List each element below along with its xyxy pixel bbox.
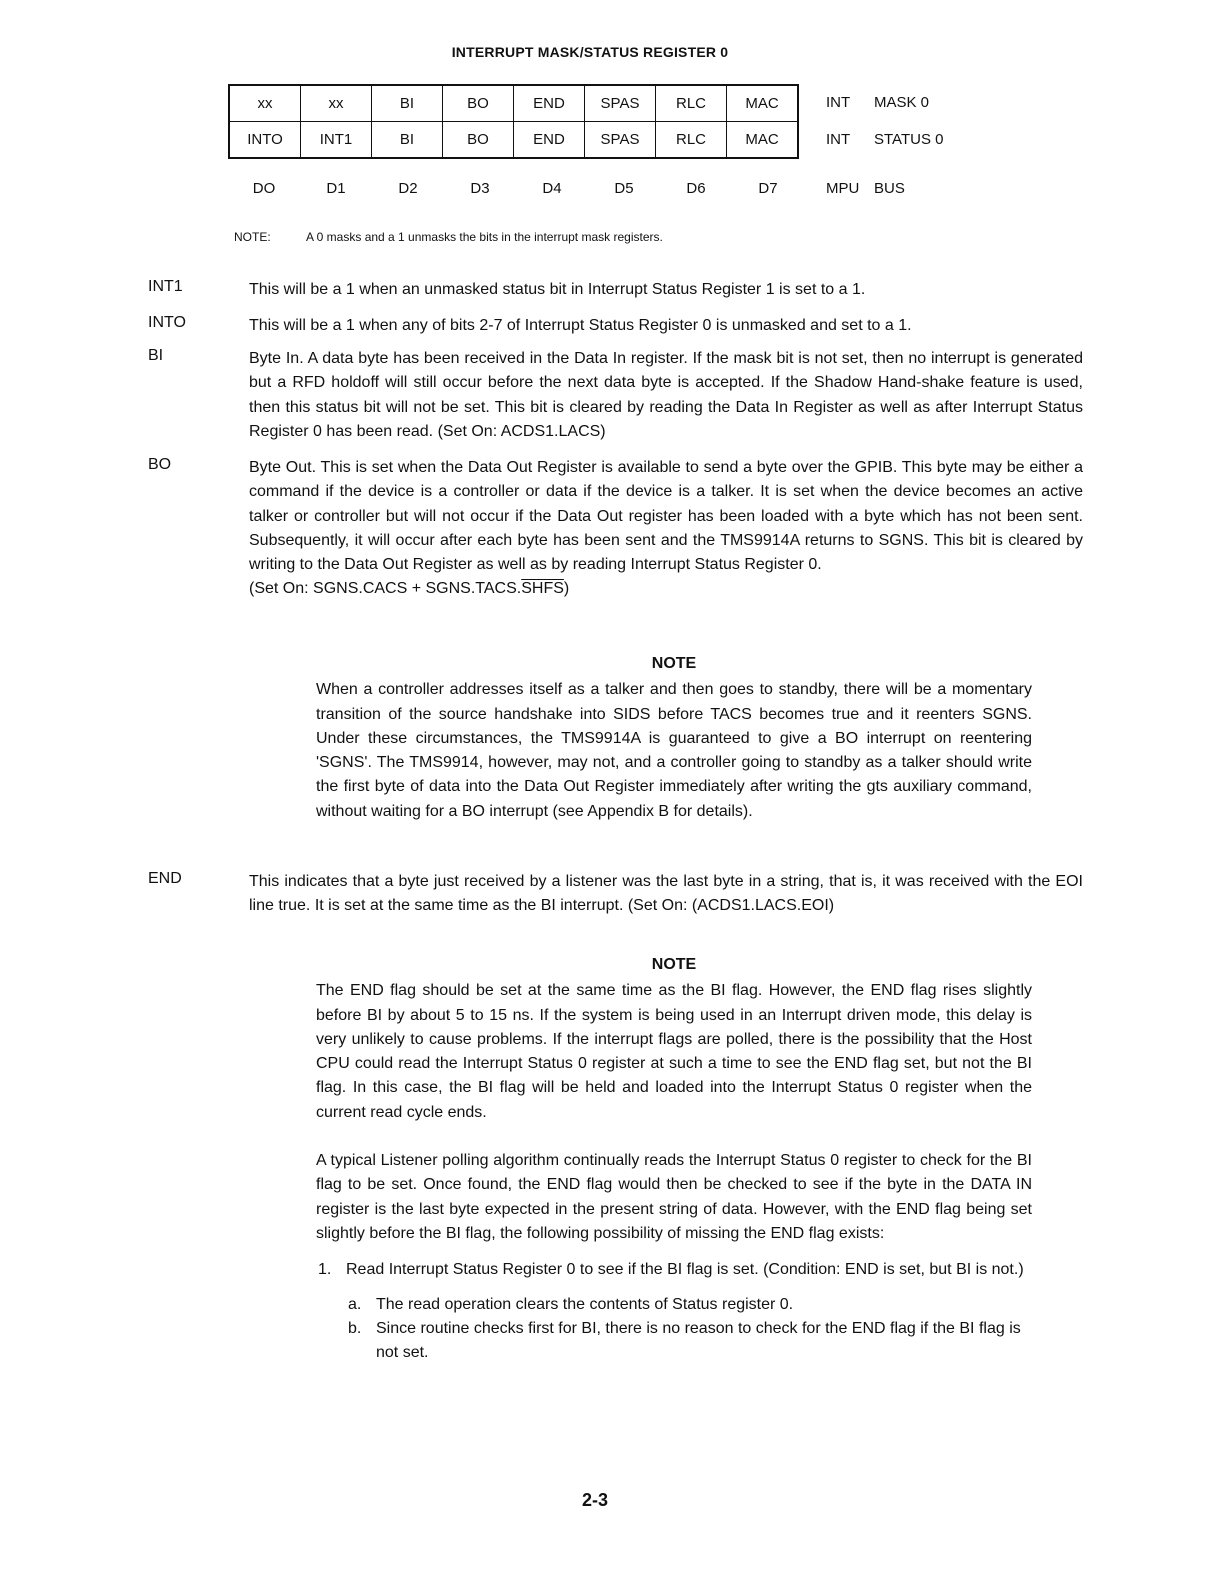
bus-bit-4: D4 [542,180,562,197]
term-end: END [148,870,182,887]
mask-bit-6: RLC [656,85,727,122]
status-bit-7: MAC [727,122,799,159]
term-bo: BO [148,456,172,473]
body-into: This will be a 1 when any of bits 2-7 of Interrupt Status Register 0 is unmasked and set to a 1. [249,317,912,334]
note-end-heading: NOTE [651,956,697,973]
note-bo-heading: NOTE [651,655,697,672]
mask-bit-2: BI [372,85,443,122]
status-row [229,122,798,159]
mask-bit-5: SPAS [585,85,656,122]
note-end-para2: A typical Listener polling algorithm continually reads the Interrupt Status 0 register to check for the BI flag to be set. Once found, the END flag would then be checked to see if the byte in the DATA IN register is the last byte expected in the present string of data. However, with the END flag being set slightly before the BI flag, the following possibility of missing the END flag exists: [316,1152,1032,1242]
mask-label-int: INT [826,94,851,111]
status-bit-5: SPAS [585,122,656,159]
term-bi: BI [148,347,164,364]
mask-bit-0: xx [229,85,301,122]
note-bo [316,652,1032,824]
status-bit-6: RLC [656,122,727,159]
bus-bit-7: D7 [758,180,778,197]
bus-label-bus: BUS [874,180,905,197]
substep-b [346,1317,1032,1366]
bus-bit-2: D2 [398,180,418,197]
substep-a-letter: a. [348,1295,362,1313]
note-bo-text: When a controller addresses itself as a talker and then goes to standby, there will be a momentary transition of the source handshake into SIDS before TACS becomes true and it reenters SGNS. Under these circumstances, the TMS9914A is guaranteed to give a BO interrupt on reentering 'SGNS'. The TMS9914, however, may not, and a controller going to standby as a talker should write the first byte of data into the Data Out Register immediately after writing the gts auxiliary command, without waiting for a BO interrupt (see Appendix B for details). [316,681,1032,820]
mask-label-name: MASK 0 [874,94,930,111]
body-bi: Byte In. A data byte has been received in the Data In register. If the mask bit is not set, then no interrupt is generated but a RFD holdoff will still occur before the next data byte is accepted. If the Shadow Hand-shake feature is used, then this status bit will not be set. This bit is cleared by reading the Data In Register as well as after Interrupt Status Register 0 has been read. (Set On: ACDS1.LACS) [249,350,1083,440]
term-into: INTO [148,314,186,331]
status-label-int: INT [826,131,851,148]
status-bit-1: INT1 [301,122,372,159]
note-end-para1: The END flag should be set at the same time as the BI flag. However, the END flag rises slightly before BI by about 5 to 15 ns. If the system is being used in an Interrupt driven mode, this delay is very unlikely to cause problems. If the interrupt flags are polled, there is the possibility that the Host CPU could read the Interrupt Status 0 register at such a time to see the END flag set, but not the BI flag. In this case, the BI flag will be held and loaded into the Interrupt Status 0 register when the current read cycle ends. [316,982,1032,1121]
status-row-label [826,131,943,148]
bus-label [826,180,905,197]
substep-b-text: Since routine checks first for BI, there is no reason to check for the END flag if the BI flag is not set. [376,1319,1021,1362]
bo-set-on-suffix: ) [563,580,570,598]
substep-a [346,1293,1032,1317]
bus-bit-5: D5 [614,180,634,197]
substep-a-text: The read operation clears the contents of Status register 0. [376,1295,794,1313]
status-bit-0: INTO [229,122,301,159]
bo-set-on-shfs: SHFS [521,580,564,598]
status-bit-2: BI [372,122,443,159]
step-1-substeps [346,1293,1032,1366]
bus-bit-1: D1 [326,180,346,197]
step-1-text: Read Interrupt Status Register 0 to see if the BI flag is set. (Condition: END is set, but BI is not.) [346,1261,1024,1279]
bo-set-on-prefix: (Set On: SGNS.CACS + SGNS.TACS. [249,580,522,598]
register-note-text: A 0 masks and a 1 unmasks the bits in the interrupt mask registers. [306,230,663,244]
polling-steps [316,1258,1032,1365]
body-end: This indicates that a byte just received by a listener was the last byte in a string, that is, it was received with the EOI line true. It is set at the same time as the BI interrupt. (Set On: (ACDS1.LACS.EOI) [249,873,1083,915]
bus-bit-6: D6 [686,180,706,197]
mask-bit-1: xx [301,85,372,122]
substep-b-letter: b. [348,1319,362,1337]
body-int1: This will be a 1 when an unmasked status bit in Interrupt Status Register 1 is set to a 1. [249,281,866,298]
body-bo [249,456,1083,602]
mask-bit-4: END [514,85,585,122]
status-bit-3: BO [443,122,514,159]
note-end [316,953,1032,1365]
bus-bit-3: D3 [470,180,490,197]
mask-row [229,85,798,122]
polling-step-1 [316,1258,1032,1365]
register-note-label: NOTE: [234,230,271,244]
status-bit-4: END [514,122,585,159]
mask-bit-3: BO [443,85,514,122]
term-int1: INT1 [148,278,183,295]
mask-bit-7: MAC [727,85,799,122]
page-title: INTERRUPT MASK/STATUS REGISTER 0 [451,44,729,60]
bus-bit-0: DO [252,180,276,197]
body-bo-text: Byte Out. This is set when the Data Out Register is available to send a byte over the GPIB. This byte may be either a command if the device is a controller or data if the device is a talker. It is set when the device becomes an active talker or controller but will not occur if the Data Out register has been loaded with a byte which has not been sent. Subsequently, it will occur after each byte has been sent and the TMS9914A returns to SGNS. This bit is cleared by writing to the Data Out Register as well as by reading Interrupt Status Register 0. [249,459,1083,574]
mask-row-label [826,94,929,111]
status-label-name: STATUS 0 [874,131,944,148]
step-1-number: 1. [318,1261,332,1279]
register-table [228,84,799,159]
register-note [234,230,663,244]
bus-label-mpu: MPU [826,180,860,197]
page-number: 2-3 [581,1490,608,1510]
